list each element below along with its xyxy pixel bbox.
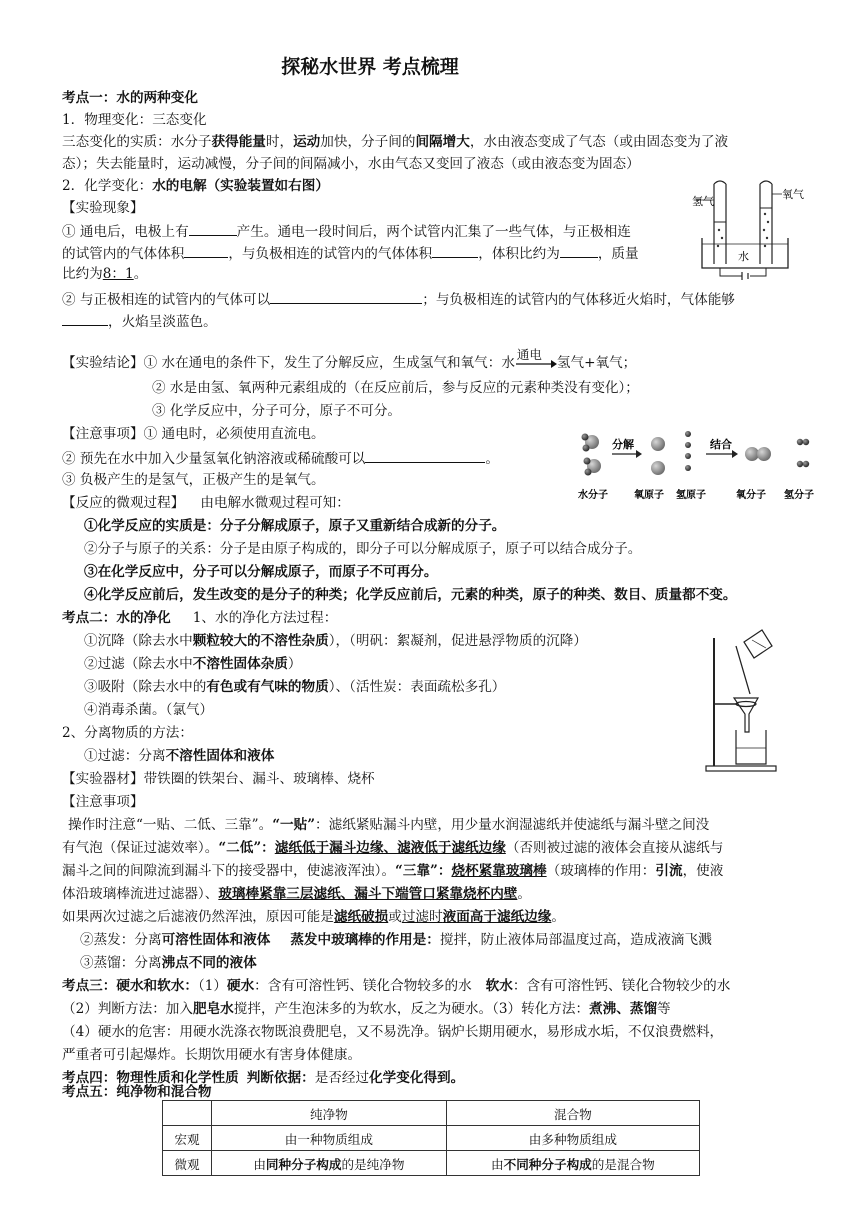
micro-point-1: ①化学反应的实质是：分子分解成原子，原子又重新结合成新的分子。 (84, 518, 506, 534)
phenomenon-q1-line1: ① 通电后，电极上有 产生。通电一段时间后，两个试管内汇集了一些气体，与正极相连 (62, 220, 631, 240)
oxygen-molecule-icon (745, 447, 771, 461)
filter-notes-label: 【注意事项】 (62, 794, 144, 810)
table-row (163, 1126, 700, 1151)
section-1-heading: 考点一：水的两种变化 (62, 90, 198, 106)
answer-blank[interactable] (189, 220, 237, 236)
section-2-heading-row: 考点二：水的净化 1、水的净化方法过程： (62, 610, 338, 626)
hydrogen-label: 氢气 (692, 195, 714, 208)
micro-point-4: ④化学反应前后，发生改变的是分子的种类；化学反应前后，元素的种类，原子的种类、数目、质量都不变。 (84, 587, 737, 603)
micro-process-figure (578, 428, 828, 508)
row-label: 宏观 (163, 1126, 212, 1151)
equipment: 【实验器材】带铁圈的铁架台、漏斗、玻璃棒、烧杯 (62, 771, 375, 787)
purify-step-4: ④消毒杀菌。（氯气） (84, 702, 214, 718)
table-cell: 由一种物质组成 (212, 1126, 447, 1151)
filtration: ①过滤：分离不溶性固体和液体 (84, 748, 275, 764)
judge-method: （2）判断方法：加入肥皂水搅拌，产生泡沫多的为软水，反之为硬水。（3）转化方法：煮沸、蒸馏等 (62, 1001, 671, 1017)
table-cell: 由多种物质组成 (446, 1126, 699, 1151)
table-header-cell: 纯净物 (212, 1101, 447, 1126)
answer-blank[interactable] (432, 242, 478, 258)
conclusion-1: 【实验结论】① 水在通电的条件下，发生了分解反应，生成氢气和氧气：水 通电 氢气+氧气； (62, 347, 637, 371)
evaporation: ②蒸发：分离可溶性固体和液体 蒸发中玻璃棒的作用是：搅拌，防止液体局部温度过高，造成液滴飞溅 (80, 932, 712, 948)
notes-2: ② 预先在水中加入少量氢氧化钠溶液或稀硫酸可以 。 (62, 447, 499, 467)
notes-1: 【注意事项】① 通电时，必须使用直流电。 (62, 426, 325, 442)
table-cell: 由不同种分子构成的是混合物 (446, 1151, 699, 1176)
separation-methods: 2、分离物质的方法： (62, 725, 193, 741)
phenomenon-q1-line3: 比约为8：1。 (62, 266, 148, 282)
hard-soft-water: 考点三：硬水和软水：（1）硬水：含有可溶性钙、镁化合物较多的水 软水：含有可溶性钙、镁化合物较少的水 (62, 978, 731, 994)
answer-blank[interactable] (270, 288, 422, 304)
conclusion-2: ② 水是由氢、氧两种元素组成的（在反应前后，参与反应的元素种类没有变化）； (152, 380, 639, 396)
water-molecule-icon (582, 434, 602, 476)
section-3-heading: 考点三：硬水和软水： (62, 978, 198, 994)
filtration-apparatus-figure (700, 618, 800, 782)
table-row (163, 1151, 700, 1176)
page-title: 探秘水世界 考点梳理 (281, 56, 459, 78)
oxygen-molecule-label: 氧分子 (736, 490, 766, 501)
hydrogen-molecule-icon (797, 439, 809, 467)
hydrogen-atom-icon (685, 431, 691, 471)
distillation: ③蒸馏：分离沸点不同的液体 (80, 955, 257, 971)
hard-water-harm-2: 严重者可引起爆炸。长期饮用硬水有害身体健康。 (62, 1047, 362, 1063)
purify-step-3: ③吸附（除去水中的有色或有气味的物质）、（活性炭：表面疏松多孔） (84, 679, 506, 695)
answer-blank[interactable] (62, 310, 108, 326)
oxygen-atom-icon (651, 437, 665, 475)
filter-op-line2: 有气泡（保证过滤效率）。“二低”：滤纸低于漏斗边缘、滤液低于滤纸边缘（否则被过滤的液体会直接从滤纸与 (62, 840, 724, 856)
table-cell: 由同种分子构成的是纯净物 (212, 1151, 447, 1176)
oxygen-atom-label: 氧原子 (634, 490, 664, 501)
table-header-cell: 混合物 (446, 1101, 699, 1126)
section-2-heading: 考点二：水的净化 (62, 610, 171, 626)
combine-label: 结合 (710, 438, 732, 451)
hydrogen-atom-label: 氢原子 (676, 490, 706, 501)
water-molecule-label: 水分子 (578, 490, 608, 501)
phenomenon-q2-line1: ② 与正极相连的试管内的气体可以 ；与负极相连的试管内的气体移近火焰时，气体能够 (62, 288, 735, 308)
oxygen-label: 氧气 (782, 188, 804, 201)
condition-arrow: 通电 (515, 353, 557, 373)
micro-point-3: ③在化学反应中，分子可以分解成原子，而原子不可再分。 (84, 564, 438, 580)
pure-vs-mixture-table (162, 1100, 700, 1176)
answer-blank[interactable] (365, 447, 485, 463)
arrow-right-icon (515, 353, 557, 373)
notes-3: ③ 负极产生的是氢气，正极产生的是氧气。 (62, 472, 325, 488)
section-4-heading: 考点四：物理性质和化学性质 (62, 1070, 239, 1086)
hard-water-harm-1: （4）硬水的危害：用硬水洗涤衣物既浪费肥皂，又不易洗净。锅炉长期用硬水，易形成水垢，不仅浪费燃料， (62, 1024, 724, 1040)
filter-op-line1: 操作时注意“一贴、二低、三靠”。“一贴”：滤纸紧贴漏斗内壁，用少量水润湿滤纸并使滤纸与漏斗壁之间没 (68, 817, 710, 833)
turbid-reason: 如果两次过滤之后滤液仍然浑浊，原因可能是滤纸破损或过滤时液面高于滤纸边缘。 (62, 909, 565, 925)
properties: 考点四：物理性质和化学性质 判断依据：是否经过化学变化得到。 (62, 1070, 465, 1086)
physical-change: 1．物理变化：三态变化 (62, 112, 207, 128)
water-label: 水 (738, 250, 749, 263)
purify-step-1: ①沉降（除去水中颗粒较大的不溶性杂质），（明矾：絮凝剂，促进悬浮物质的沉降） (84, 633, 587, 649)
conclusion-3: ③ 化学反应中，分子可分，原子不可分。 (152, 403, 402, 419)
filter-op-line4: 体沿玻璃棒流进过滤器）、玻璃棒紧靠三层滤纸、漏斗下端管口紧靠烧杯内壁。 (62, 886, 531, 902)
essence-line-2: 态）；失去能量时，运动减慢，分子间的间隔减小，水由气态又变回了液态（或由液态变为固态） (62, 156, 640, 172)
decompose-label: 分解 (612, 438, 634, 451)
phenomenon-q2-line2: ，火焰呈淡蓝色。 (62, 310, 217, 330)
answer-blank[interactable] (184, 242, 228, 258)
electrolysis-apparatus-figure (692, 178, 810, 284)
micro-process-label: 【反应的微观过程】 由电解水微观过程可知： (62, 495, 350, 511)
essence-line-1: 三态变化的实质：水分子获得能量时，运动加快，分子间的间隔增大，水由液态变成了气态（或由固态变为了液 (62, 134, 729, 150)
hydrogen-molecule-label: 氢分子 (784, 490, 814, 501)
section-5-heading: 考点五：纯净物和混合物 (62, 1084, 212, 1100)
phenomenon-q1-line2: 的试管内的气体体积 ，与负极相连的试管内的气体体积 ，体积比约为 ，质量 (62, 242, 639, 262)
row-label: 微观 (163, 1151, 212, 1176)
phenomenon-label: 【实验现象】 (62, 200, 144, 216)
purify-step-2: ②过滤（除去水中不溶性固体杂质） (84, 656, 302, 672)
chemical-change: 2．化学变化：水的电解（实验装置如右图） (62, 178, 329, 194)
micro-point-2: ②分子与原子的关系：分子是由原子构成的，即分子可以分解成原子，原子可以结合成分子。 (84, 541, 642, 557)
table-header-row (163, 1101, 700, 1126)
answer-blank[interactable] (560, 242, 598, 258)
filter-op-line3: 漏斗之间的间隙流到漏斗下的接受器中，使滤液浑浊）。“三靠”：烧杯紧靠玻璃棒（玻璃棒的作用：引流，使液 (62, 863, 724, 879)
